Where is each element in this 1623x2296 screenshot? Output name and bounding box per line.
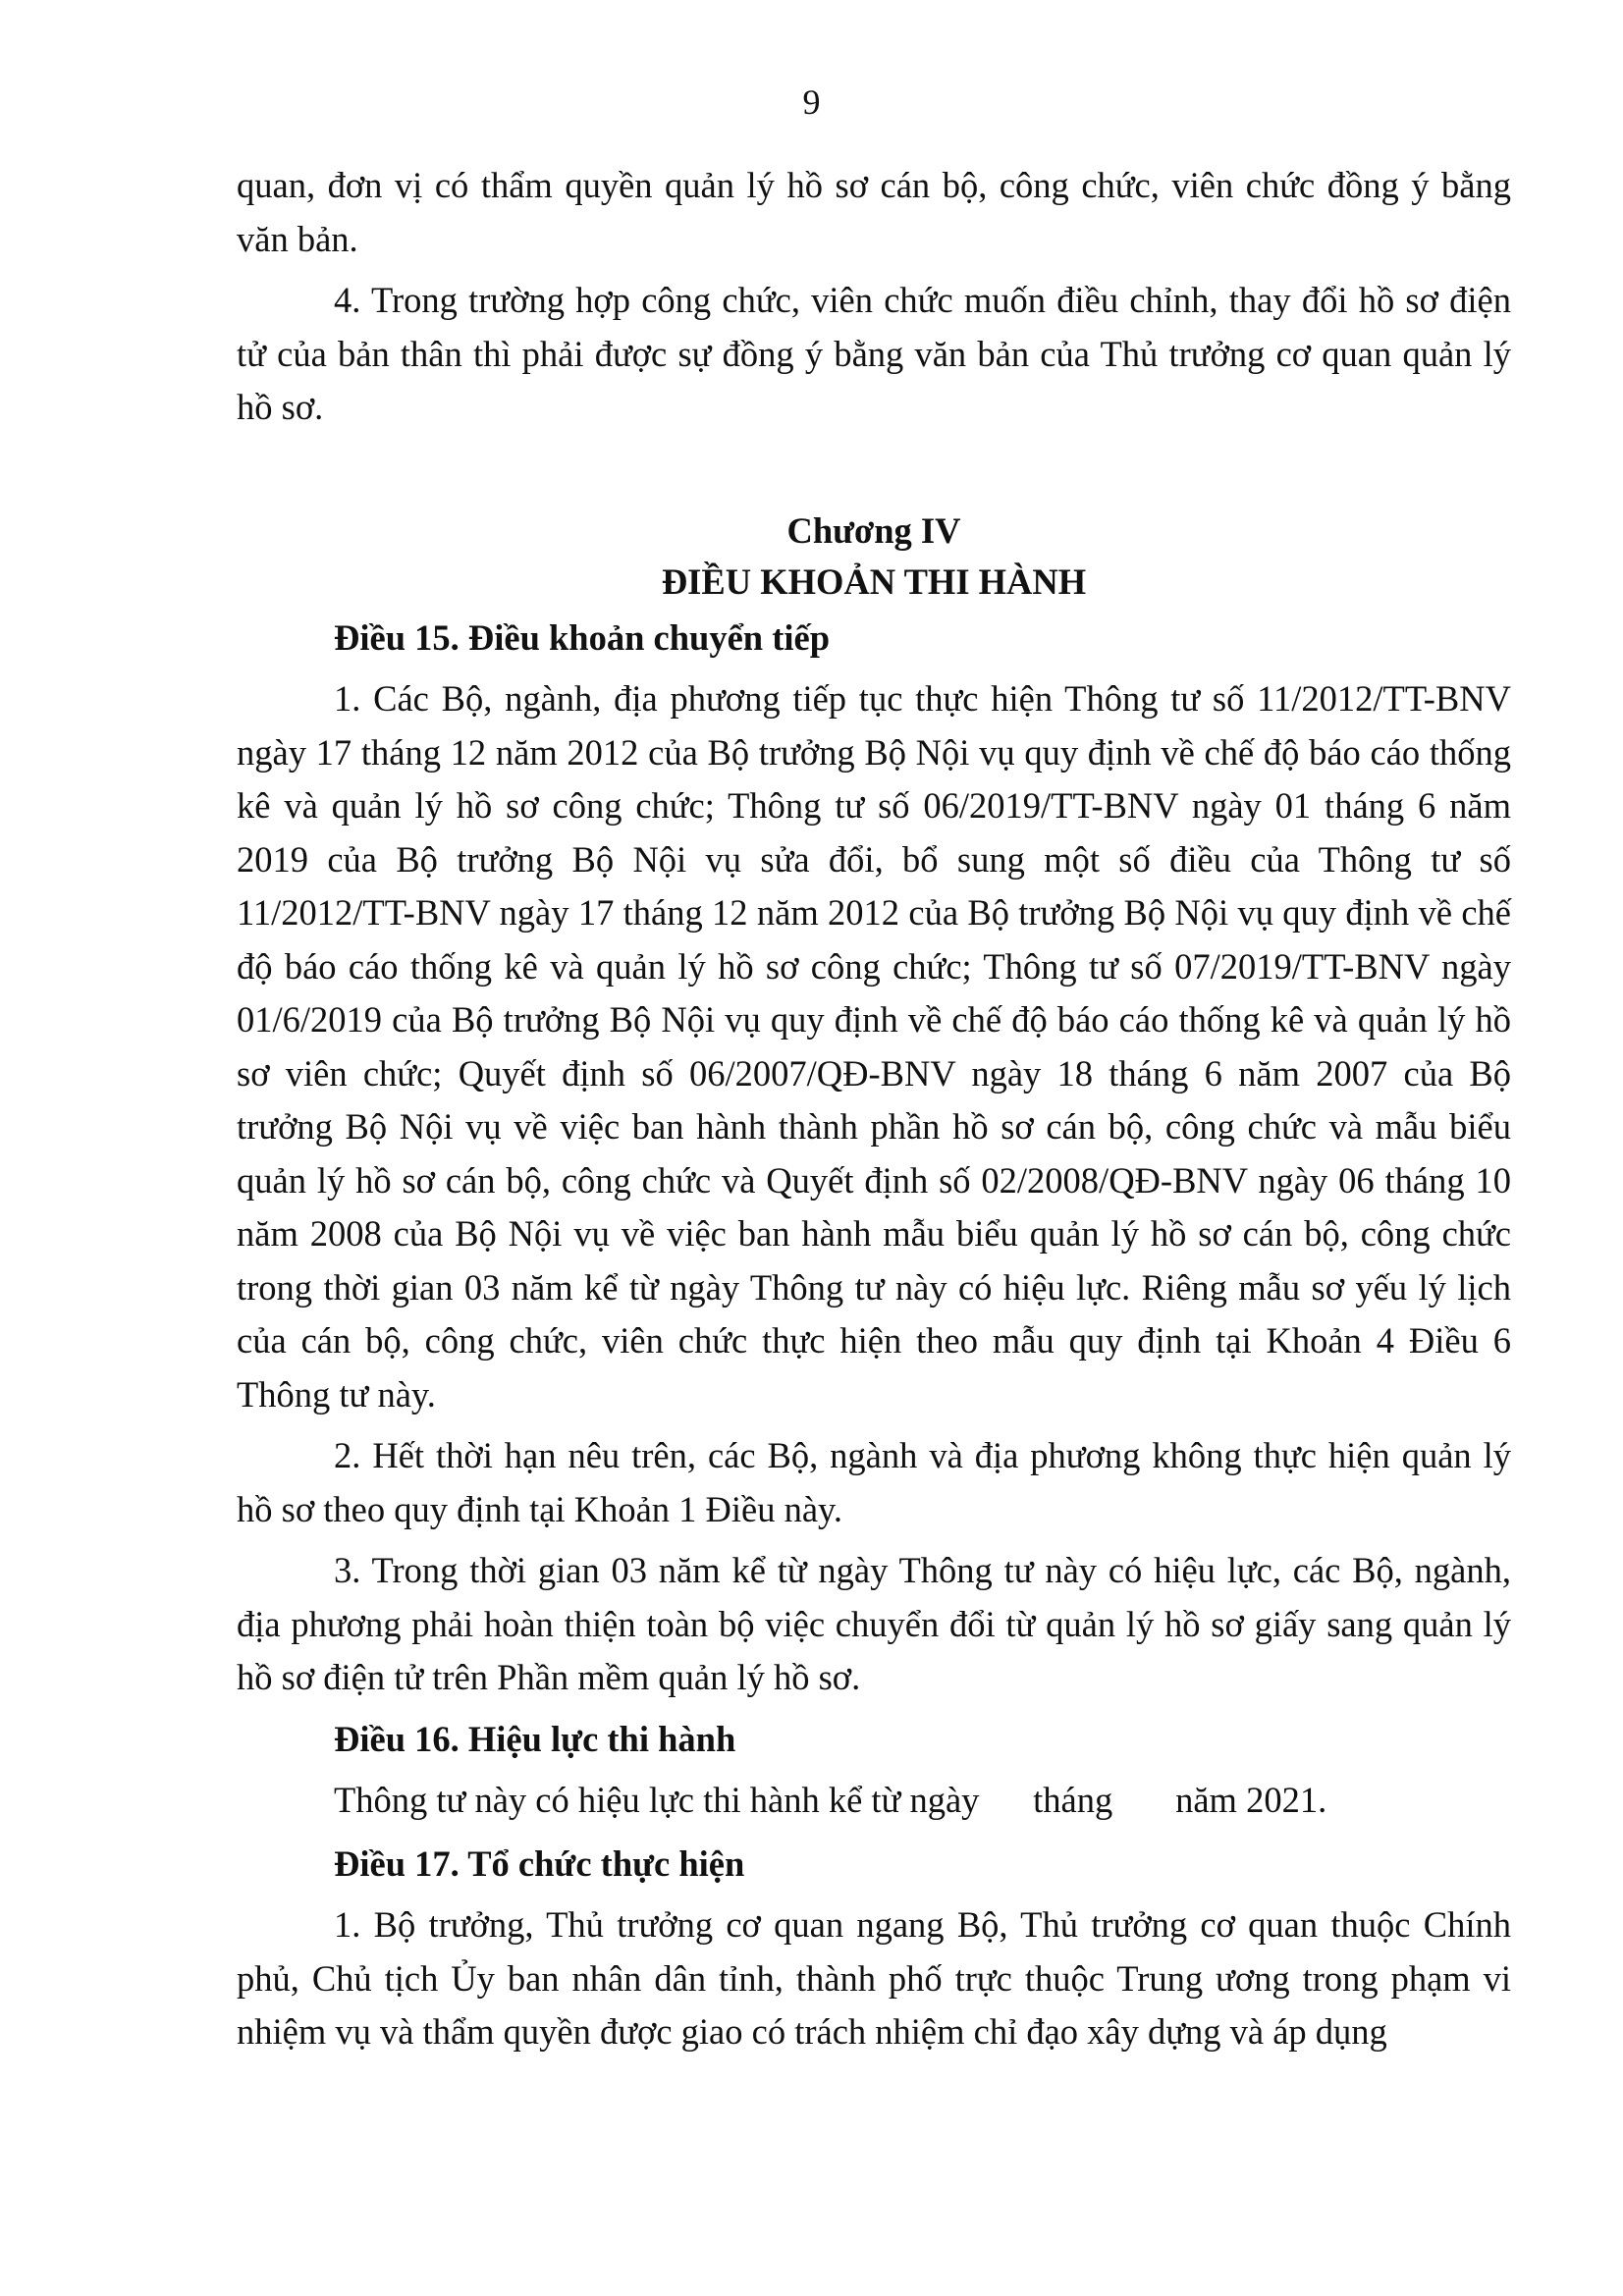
article-15-clause-2: 2. Hết thời hạn nêu trên, các Bộ, ngành và địa phương không thực hiện quản lý hồ sơ theo quy định tại Khoản 1 Điều này. [237,1435,1511,1529]
chapter-title: ĐIỀU KHOẢN THI HÀNH [661,561,1087,602]
document-body [237,159,1511,2067]
article-16-text: Thông tư này có hiệu lực thi hành kể từ ngày tháng năm 2021. [334,1780,1327,1820]
paragraph-continuation: quan, đơn vị có thẩm quyền quản lý hồ sơ cán bộ, công chức, viên chức đồng ý bằng văn bản. [237,165,1511,259]
page-number: 9 [802,82,821,122]
article-15-clause-3: 3. Trong thời gian 03 năm kể từ ngày Thông tư này có hiệu lực, các Bộ, ngành, địa phương phải hoàn thiện toàn bộ việc chuyển đổi từ quản lý hồ sơ giấy sang quản lý hồ sơ điện tử trên Phần mềm quản lý hồ sơ. [237,1550,1511,1697]
chapter-heading [237,506,1511,608]
article-16-title: Điều 16. Hiệu lực thi hành [334,1718,736,1759]
chapter-number: Chương IV [786,509,961,551]
article-17-clause-1: 1. Bộ trưởng, Thủ trưởng cơ quan ngang Bộ, Thủ trưởng cơ quan thuộc Chính phủ, Chủ tịch Ủy ban nhân dân tỉnh, thành phố trực thuộc Trung ương trong phạm vi nhiệm vụ và thẩm quyền được giao có trách nhiệm chỉ đạo xây dựng và áp dụng [237,1904,1511,2052]
article-17-title: Điều 17. Tổ chức thực hiện [334,1842,745,1884]
article-15-clause-1: 1. Các Bộ, ngành, địa phương tiếp tục thực hiện Thông tư số 11/2012/TT-BNV ngày 17 tháng 12 năm 2012 của Bộ trưởng Bộ Nội vụ quy định về chế độ báo cáo thống kê và quản lý hồ sơ công chức; Thông tư số 06/2019/TT-BNV ngày 01 tháng 6 năm 2019 của Bộ trưởng Bộ Nội vụ sửa đổi, bổ sung một số điều của Thông tư số 11/2012/TT-BNV ngày 17 tháng 12 năm 2012 của Bộ trưởng Bộ Nội vụ quy định về chế độ báo cáo thống kê và quản lý hồ sơ công chức; Thông tư số 07/2019/TT-BNV ngày 01/6/2019 của Bộ trưởng Bộ Nội vụ quy định về chế độ báo cáo thống kê và quản lý hồ sơ viên chức; Quyết định số 06/2007/QĐ-BNV ngày 18 tháng 6 năm 2007 của Bộ trưởng Bộ Nội vụ về việc ban hành thành phần hồ sơ cán bộ, công chức và mẫu biểu quản lý hồ sơ cán bộ, công chức và Quyết định số 02/2008/QĐ-BNV ngày 06 tháng 10 năm 2008 của Bộ Nội vụ về việc ban hành mẫu biểu quản lý hồ sơ cán bộ, công chức trong thời gian 03 năm kể từ ngày Thông tư này có hiệu lực. Riêng mẫu sơ yếu lý lịch của cán bộ, công chức, viên chức thực hiện theo mẫu quy định tại Khoản 4 Điều 6 Thông tư này. [237,678,1511,1415]
paragraph-clause-4: 4. Trong trường hợp công chức, viên chức muốn điều chỉnh, thay đổi hồ sơ điện tử của bản thân thì phải được sự đồng ý bằng văn bản của Thủ trưởng cơ quan quản lý hồ sơ. [237,280,1511,427]
article-15-title: Điều 15. Điều khoản chuyển tiếp [334,616,830,658]
